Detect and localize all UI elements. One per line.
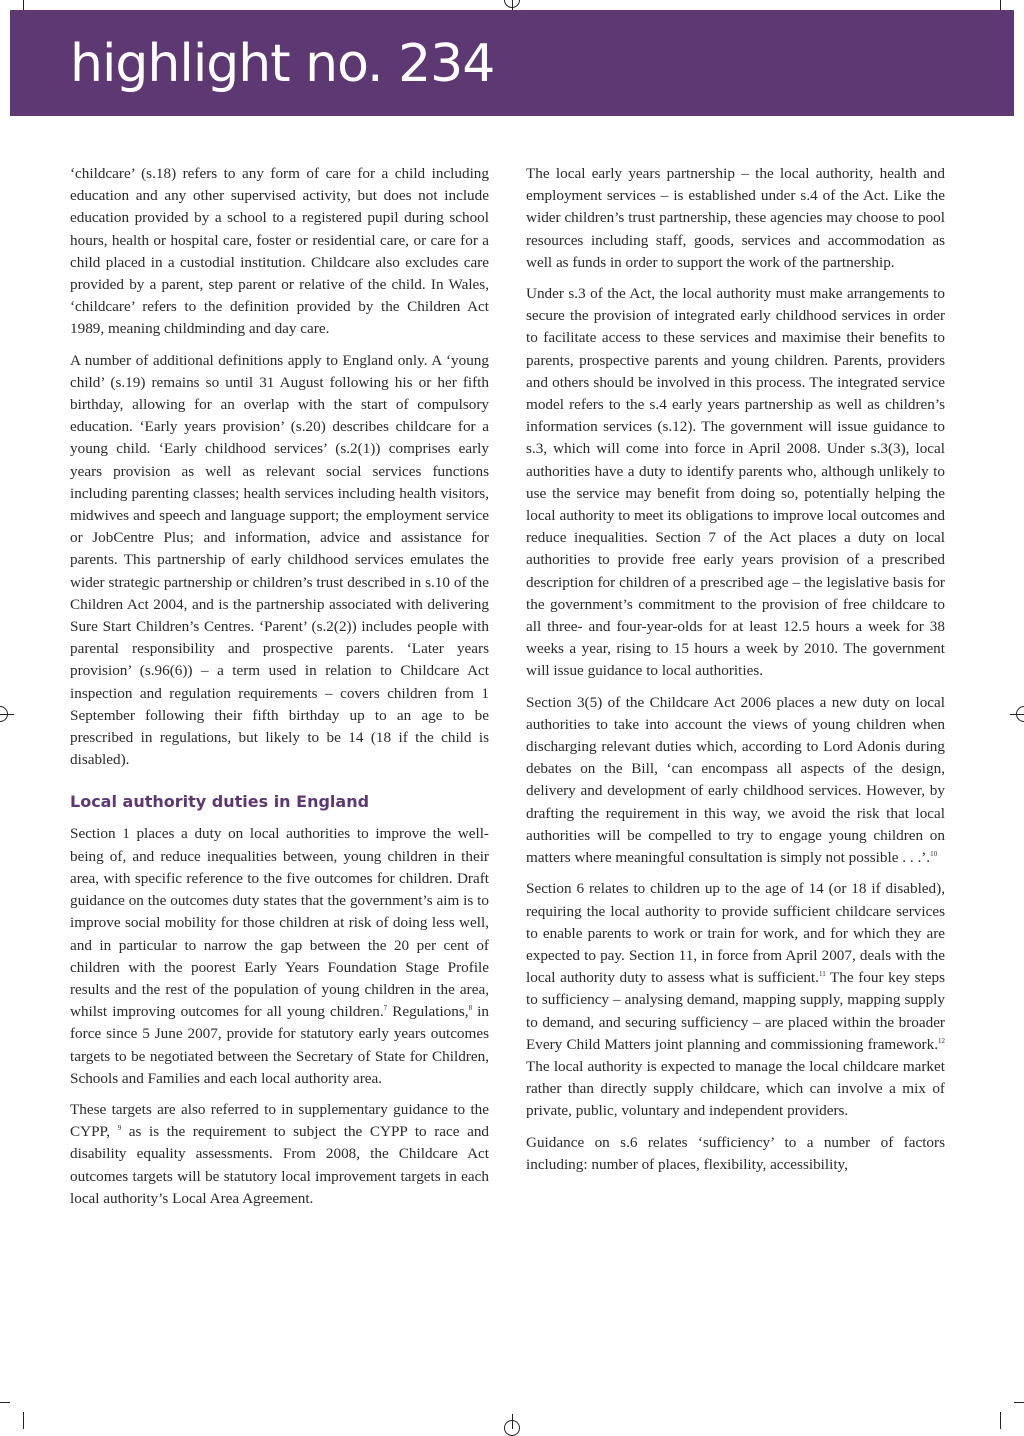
paragraph-targets [70,1099,489,1210]
right-column [526,163,945,1185]
footnote-ref: 12 [938,1036,945,1045]
text: in force since 5 June 2007, provide for statutory early years outcomes targets to be negotiated between the Secretary of State for Children, Schools and Families and each local authority area. [70,1003,489,1087]
crop-mark [1014,1402,1024,1403]
registration-mark [0,706,8,722]
registration-mark [504,0,520,8]
crop-mark [23,1412,24,1429]
paragraph-early-years-partnership: The local early years partnership – the local authority, health and employment services – is established under s.4 of the Act. Like the wider children’s trust partnership, these agencies may choose to pool resources including staff, goods, services and accommodation as well as funds in order to support the work of the partnership. [526,165,945,271]
text: Regulations, [387,1003,469,1021]
text: The local authority is expected to manage the local childcare market rather than directly supply childcare, which can involve a mix of private, public, voluntary and independent providers. [526,1057,945,1120]
paragraph-section-1 [70,823,489,1089]
paragraph-section-6 [526,878,945,1122]
footnote-ref: 9 [117,1124,122,1133]
text: These targets are also referred to in supplementary guidance to the CYPP, [70,1100,489,1141]
text: Section 6 relates to children up to the age of 14 (or 18 if disabled), requiring the local authority to provide sufficient childcare services to enable parents to work or train for work, and for which they are expected to pay. Section 11, in force from April 2007, deals with the local authority duty to assess what is sufficient. [526,880,945,987]
text: Section 3(5) of the Childcare Act 2006 places a new duty on local authorities to take into account the views of young children when discharging relevant duties which, according to Lord Adonis during debates on the Bill, ‘can encompass all aspects of the design, delivery and development of early childhood services. However, by drafting the requirement in this way, we avoid the risk that local authorities will be compelled to try to engage young children on matters where meaningful consultation is simply not possible . . .’. [526,693,945,867]
footnote-ref: 7 [383,1004,388,1013]
footnote-ref: 8 [468,1004,473,1013]
footnote-ref: 10 [930,850,938,859]
paragraph-section-3: Under s.3 of the Act, the local authority must make arrangements to secure the provision of integrated early childhood services in order to facilitate access to these services and maximise their benefits to parents, prospective parents and young children. Parents, providers and others should be involved in this process. The integrated service model refers to the s.4 early years partnership as well as children’s information services (s.12). The government will issue guidance to s.3, which will come into force in April 2008. Under s.3(3), local authorities have a duty to identify parents who, although unlikely to use the service may benefit from doing so, potentially helping the local authority to meet its obligations to improve local outcomes and reduce inequalities. Section 7 of the Act places a duty on local authorities to provide free early years provision of a prescribed description for children of a prescribed age – the legislative basis for the government’s commitment to the provision of free childcare to all three- and four-year-olds for at least 12.5 hours a week for 38 weeks a year, rising to 15 hours a week by 2010. The government will issue guidance to local authorities. [526,285,945,680]
paragraph-childcare-definition: ‘childcare’ (s.18) refers to any form of care for a child including education and any other supervised activity, but does not include education provided by a school to a registered pupil during school hours, health or hospital care, foster or residential care, or care for a child placed in a custodial institution. Childcare also excludes care provided by a parent, step parent or relative of the child. In Wales, ‘childcare’ refers to the definition provided by the Children Act 1989, meaning childminding and day care. [70,165,489,338]
crop-mark [0,1402,10,1403]
registration-mark [1016,706,1024,722]
left-column [70,163,489,1219]
footnote-ref: 11 [818,970,826,979]
paragraph-additional-definitions: A number of additional definitions apply to England only. A ‘young child’ (s.19) remains so until 31 August following his or her fifth birthday, allowing for an overlap with the start of compulsory education. ‘Early years provision’ (s.20) describes childcare for a young child. ‘Early childhood services’ (s.2(1)) comprises early years provision as well as relevant social services functions including parenting classes; health services including health visitors, midwives and speech and language support; the employment service or JobCentre Plus; and information, advice and assistance for parents. This partnership of early childhood services emulates the wider strategic partnership or children’s trust described in s.10 of the Children Act 2004, and is the partnership associated with delivering Sure Start Children’s Centres. ‘Parent’ (s.2(2)) includes people with parental responsibility and prospective parents. ‘Later years provision’ (s.96(6)) – a term used in relation to Childcare Act inspection and regulation requirements – covers children from 1 September following their fifth birthday up to an age to be prescribed in regulations, but likely to be 14 (18 if the child is disabled). [70,351,489,769]
text: Section 1 places a duty on local authorities to improve the well-being of, and reduce inequalities between, young children in their area, with specific reference to the five outcomes for children. Draft guidance on the outcomes duty states that the government’s aim is to improve social mobility for those children at risk of doing less well, and in particular to narrow the gap between the 20 per cent of children with the poorest Early Years Foundation Stage Profile results and the rest of the population of young children in the area, whilst improving outcomes for all young children. [70,825,489,1021]
page-title: highlight no. 234 [70,34,495,94]
registration-mark [504,1420,520,1436]
text: The four key steps to sufficiency – analysing demand, mapping supply, mapping supply to demand, and securing sufficiency – are placed within the broader Every Child Matters joint planning and commissioning framework. [526,969,946,1053]
section-heading: Local authority duties in England [70,792,370,812]
paragraph-sufficiency-guidance: Guidance on s.6 relates ‘sufficiency’ to a number of factors including: number of places, flexibility, accessibility, [526,1133,945,1173]
paragraph-section-3-5 [526,692,945,870]
header-banner [10,10,1014,116]
text: as is the requirement to subject the CYPP to race and disability equality assessments. From 2008, the Childcare Act outcomes targets will be statutory local improvement targets in each local authority’s Local Area Agreement. [70,1123,490,1207]
crop-mark [1000,1412,1001,1429]
